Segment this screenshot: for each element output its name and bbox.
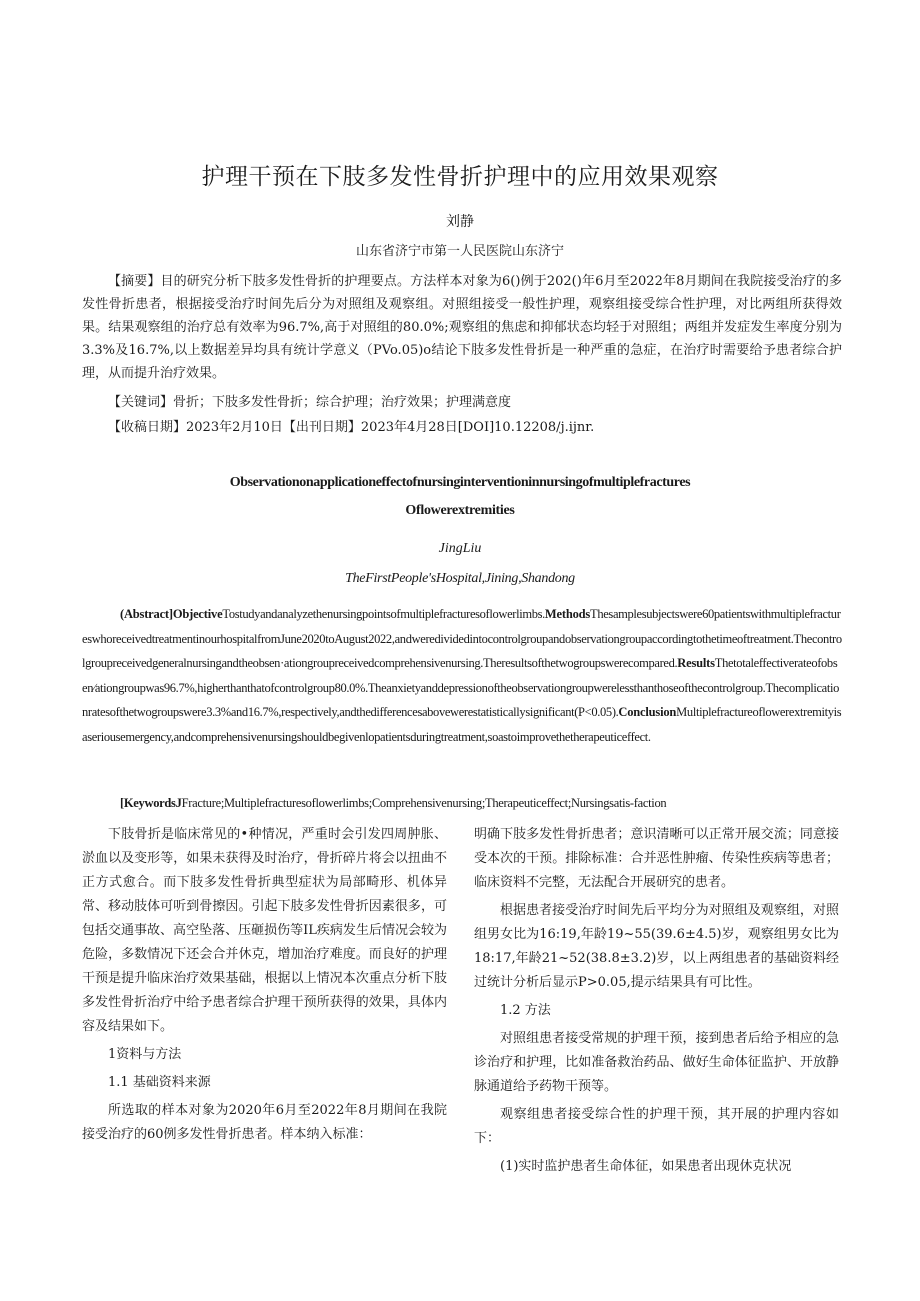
section-heading-1-1: 1.1 基础资料来源 [108, 1075, 211, 1090]
paragraph-control-group: 对照组患者接受常规的护理干预，接到患者后给予相应的急诊治疗和护理，比如准备救治药品、做好生命体征监护、开放静脉通道给予药物干预等。 [474, 1031, 839, 1094]
methods-text: Thesamplesubjectswere60patientswithmultiplefractureswhoreceivedtreatmentinourhospitalfromJune2020toAugust2022,andweredividedintocontrolgroupandobservationgroupaccordingtothetimeoftreatment.Thecontrolgroupreceivedgeneralnursingandtheobsen·ationgroupreceivedcomprehensivenursing.Theresultsofthetwogroupswerecompared. [82, 607, 842, 671]
body-column-left [82, 823, 447, 1147]
conclusion-text: Multiplefractureoflowerextremityisaseriousemergency,andcomprehensivenursingshouldbegivenlopatientsduringtreatment,soastoimprovethetherapeuticeffect. [82, 705, 842, 744]
conclusion-label: Conclusion [618, 705, 677, 720]
keywords-en-label: [KeywordsJ [120, 796, 182, 810]
affiliation-en: TheFirstPeople'sHospital,Jining,Shandong [345, 571, 575, 586]
body-column-right [474, 823, 839, 1179]
methods-label: Methods [544, 607, 591, 621]
keywords-cn: 【关键词】骨折；下肢多发性骨折；综合护理；治疗效果；护理满意度 [108, 395, 512, 410]
abstract-en-label: (Abstract] [120, 607, 173, 621]
abstract-en [82, 602, 842, 750]
author-en: JingLiu [438, 541, 482, 556]
results-label: Results [677, 656, 715, 671]
keywords-en [120, 796, 840, 811]
author-cn: 刘静 [446, 214, 474, 230]
paragraph-item-1: (1)实时监护患者生命体征，如果患者出现休克状况 [500, 1159, 792, 1174]
affiliation-cn: 山东省济宁市第一人民医院山东济宁 [355, 244, 564, 259]
section-heading-1: 1资料与方法 [108, 1047, 182, 1062]
abstract-cn: 【摘要】目的研究分析下肢多发性骨折的护理要点。方法样本对象为6()例于202()年6月至2022年8月期间在我院接受治疗的多发性骨折患者，根据接受治疗时间先后分为对照组及观察组。对照组接受一般性护理，观察组接受综合性护理，对比两组所获得效果。结果观察组的治疗总有效率为96.7%,高于对照组的80.0%;观察组的焦虑和抑郁状态均轻于对照组；两组并发症发生率度分别为3.3%及16.7%,以上数据差异均具有统计学意义（PVo.05)o结论下肢多发性骨折是一种严重的急症，在治疗时需要给予患者综合护理，从而提升治疗效果。 [82, 274, 842, 381]
keywords-en-text: Fracture;Multiplefracturesoflowerlimbs;Comprehensivenursing;Therapeuticeffect;Nursingsatis-faction [181, 796, 667, 810]
objective-label: Objective [172, 607, 223, 621]
paper-title-en-line1: Observationonapplicationeffectofnursinginterventioninnursingofmultiplefractures [229, 475, 691, 490]
paragraph-grouping: 根据患者接受治疗时间先后平均分为对照组及观察组，对照组男女比为16:19,年龄19~55(39.6±4.5)岁，观察组男女比为18:17,年龄21~52(38.8±3.2)岁，以上两组患者的基础资料经过统计分析后显示P>0.05,提示结果具有可比性。 [474, 903, 839, 990]
paper-title-cn: 护理干预在下肢多发性骨折护理中的应用效果观察 [201, 164, 719, 190]
intro-paragraph: 下肢骨折是临床常见的•种情况，严重时会引发四周肿胀、淤血以及变形等，如果未获得及时治疗，骨折碎片将会以扭曲不正方式愈合。而下肢多发性骨折典型症状为局部畸形、机体异常、移动肢体可听到骨擦因。引起下肢多发性骨折因素很多，可包括交通事故、高空坠落、压砸损伤等IL疾病发生后情况会较为危险，多数情况下还会合并休克，增加治疗难度。而良好的护理干预是提升临床治疗效果基础，根据以上情况本次重点分析下肢多发性骨折治疗中给予患者综合护理干预所获得的效果，具体内容及结果如下。 [82, 827, 447, 1034]
paragraph-observation-group: 观察组患者接受综合性的护理干预，其开展的护理内容如下： [474, 1107, 839, 1146]
section-heading-1-2: 1.2 方法 [500, 1003, 551, 1018]
results-text: Thetotaleffectiverateofobsen∕ationgroupwas96.7%,higherthanthatofcontrolgroup80.0%.Theanxietyanddepressionoftheobservationgroupwerelessthanthoseofthecontrolgroup.Thecomplicationratesofthetwogroupswere3.3%and16.7%,respectively,andthedifferencesabovewerestatisticallysignificant(P<0.05). [82, 656, 840, 720]
paper-title-en-line2: Oflowerextremities [405, 503, 515, 518]
paragraph-criteria: 明确下肢多发性骨折患者；意识清晰可以正常开展交流；同意接受本次的干预。排除标准：合并恶性肿瘤、传染性疾病等患者；临床资料不完整，无法配合开展研究的患者。 [474, 827, 839, 890]
paragraph-samples: 所选取的样本对象为2020年6月至2022年8月期间在我院接受治疗的60例多发性骨折患者。样本纳入标准： [82, 1103, 447, 1142]
objective-text: Tostudyandanalyzethenursingpointsofmultiplefracturesoflowerlimbs. [222, 607, 545, 621]
dates-cn: 【收稿日期】2023年2月10日【出刊日期】2023年4月28日[DOI]10.12208/j.ijnr. [108, 420, 595, 435]
